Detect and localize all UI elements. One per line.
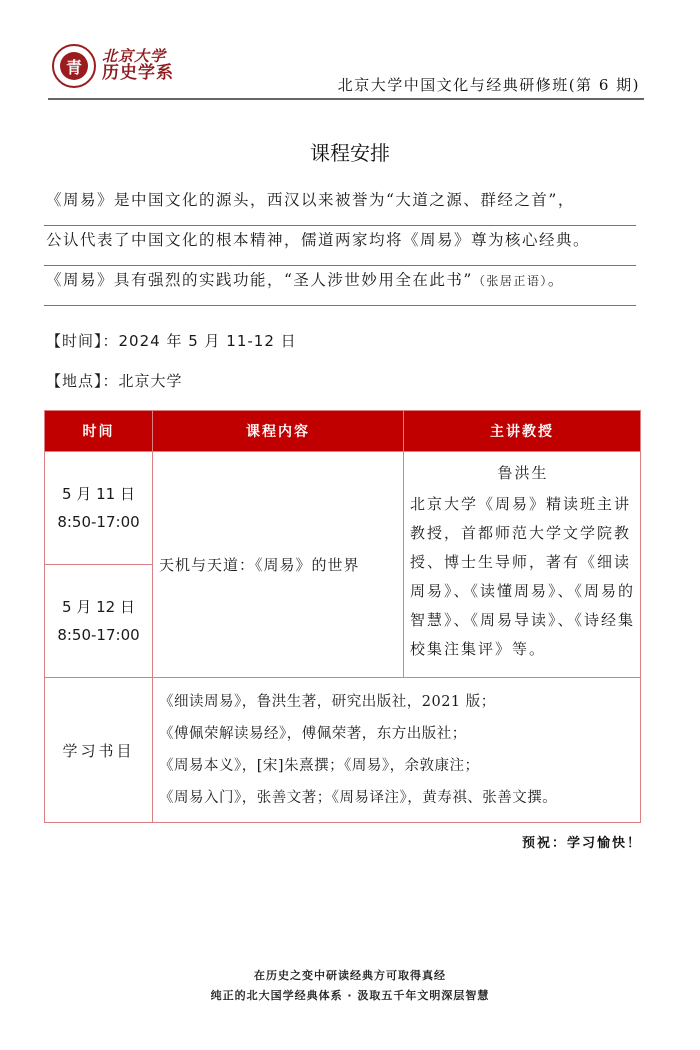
course-title: 天机与天道：《周易》的世界 [153,452,404,678]
column-header-course: 课程内容 [153,411,404,452]
program-title: 北京大学中国文化与经典研修班(第 6 期) [337,76,640,94]
place-info [46,370,183,391]
quote-attribution: （张居正语） [472,274,548,288]
intro-line [44,266,636,306]
closing-wish: 预祝：学习愉快！ [521,836,642,851]
time-info [46,330,297,351]
session-time-cell [45,565,153,678]
session-date: 5 月 11 日 [62,485,135,503]
professor-cell [404,452,641,678]
intro-line: 《周易》是中国文化的源头，西汉以来被誉为“大道之源、群经之首”， [44,186,636,226]
intro-line: 公认代表了中国文化的根本精神，儒道两家均将《周易》尊为核心经典。 [44,226,636,266]
reading-list-item: 《周易本义》，[宋]朱熹撰；《周易》，余敦康注； [159,758,480,774]
session-hours: 8:50-17:00 [57,626,140,644]
footer-slogan [0,966,700,1006]
column-header-professor: 主讲教授 [404,411,641,452]
session-time-cell [45,452,153,565]
column-header-time: 时间 [45,411,153,452]
reading-list-item: 《周易入门》，张善文著；《周易译注》，黄寿祺、张善文撰。 [159,790,558,806]
logo-university-name: 北京大学 [102,47,167,66]
place-label: 【地点】： [46,372,119,390]
table-row [45,452,641,565]
professor-bio: 北京大学《周易》精读班主讲教授，首都师范大学文学院教授、博士生导师，著有《细读周易》、《读懂周易》、《周易的智慧》、《周易导读》、《诗经集校集注集评》等。 [410,495,636,658]
page-header [48,30,644,100]
place-value: 北京大学 [118,372,183,390]
reading-list-item: 《傅佩荣解读易经》，傅佩荣著，东方出版社； [159,726,467,742]
reading-list [153,678,641,823]
table-row [45,678,641,823]
page-title: 课程安排 [310,141,390,165]
header-divider [48,98,644,100]
professor-name: 鲁洪生 [497,464,549,482]
session-hours: 8:50-17:00 [57,513,140,531]
department-logo [52,44,174,88]
schedule-table [44,410,641,823]
table-header-row [45,411,641,452]
university-seal-icon [52,44,96,88]
reading-list-label: 学习书目 [45,678,153,823]
logo-text [102,49,174,83]
reading-list-item: 《细读周易》，鲁洪生著，研究出版社，2021 版； [159,694,496,710]
session-date: 5 月 12 日 [62,598,135,616]
time-label: 【时间】： [46,332,119,350]
time-value: 2024 年 5 月 11-12 日 [118,332,297,350]
footer-line: 纯正的北大国学经典体系 · 汲取五千年文明深层智慧 [210,989,490,1002]
intro-line-end: 。 [547,271,565,289]
logo-department-name: 历史学系 [102,62,174,83]
intro-paragraph [44,186,636,306]
intro-line-text: 《周易》具有强烈的实践功能，“圣人涉世妙用全在此书” [46,271,473,289]
footer-line: 在历史之变中研读经典方可取得真经 [254,969,446,982]
seal-glyph: 青 [60,52,88,80]
